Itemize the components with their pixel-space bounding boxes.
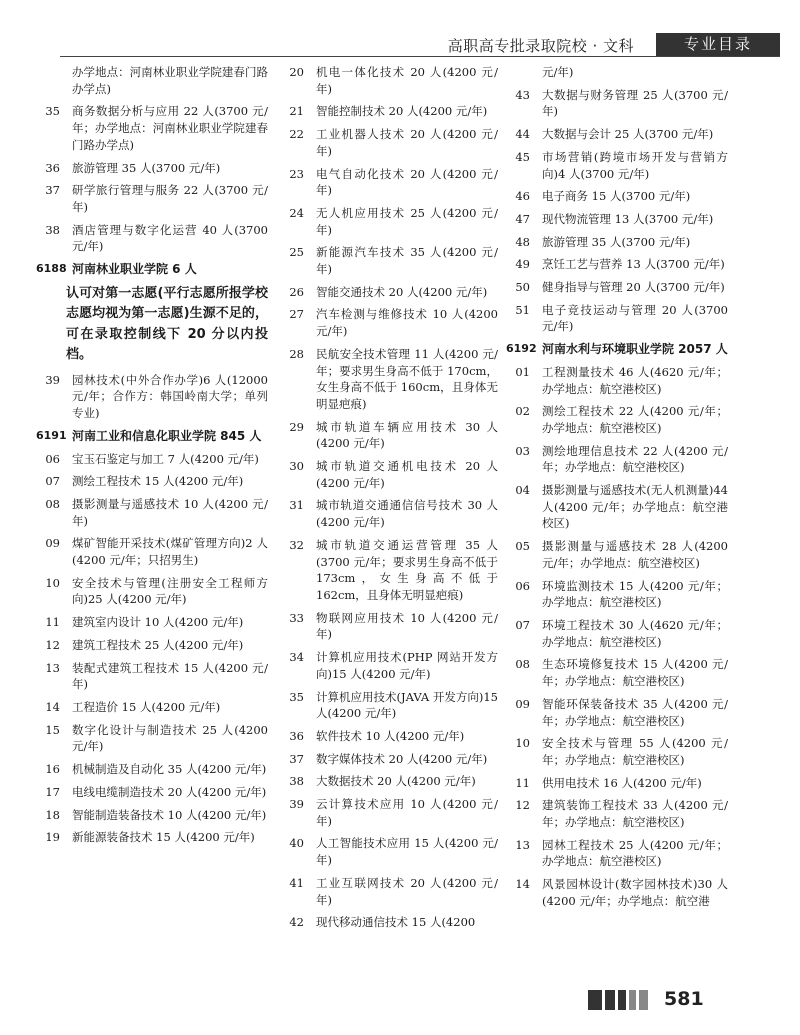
major-text: 园林工程技术 25 人(4200 元/年；办学地点：航空港校区)	[542, 837, 728, 869]
column-left	[36, 64, 268, 852]
major-code: 29	[289, 419, 304, 434]
major-text: 旅游管理 35 人(3700 元/年)	[72, 160, 221, 175]
major-code: 43	[515, 87, 530, 102]
major-entry	[506, 482, 728, 532]
major-text: 民航安全技术管理 11 人(4200 元/年；要求男生身高不低于 170cm，女生身高不低于 160cm，且身体无明显疤痕)	[316, 346, 498, 411]
major-entry	[36, 103, 268, 153]
major-code: 03	[515, 443, 530, 458]
major-text: 摄影测量与遥感技术 10 人(4200 元/年)	[72, 496, 268, 528]
major-entry	[280, 346, 498, 413]
major-entry	[36, 614, 268, 631]
header-series-title: 高职高专批录取院校 · 文科	[447, 37, 634, 55]
major-entry	[506, 364, 728, 397]
major-code: 45	[515, 149, 530, 164]
major-entry	[280, 205, 498, 238]
major-code: 15	[45, 722, 60, 737]
column-right	[506, 64, 728, 916]
major-text: 城市轨道车辆应用技术 30 人(4200 元/年)	[316, 419, 498, 451]
institution-entry	[36, 261, 268, 278]
major-entry	[506, 443, 728, 476]
major-entry	[280, 728, 498, 745]
major-text: 供用电技术 16 人(4200 元/年)	[542, 775, 702, 790]
major-code: 27	[289, 307, 304, 322]
major-text: 计算机应用技术(PHP 网站开发方向)15 人(4200 元/年)	[316, 650, 498, 681]
major-entry	[36, 222, 268, 255]
major-entry	[506, 578, 728, 611]
major-code: 23	[289, 166, 304, 181]
major-code: 37	[289, 751, 304, 766]
major-text: 测绘工程技术 15 人(4200 元/年)	[72, 474, 244, 489]
major-code: 40	[289, 836, 304, 851]
major-entry	[36, 761, 268, 778]
major-text: 环境监测技术 15 人(4200 元/年；办学地点：航空港校区)	[542, 578, 728, 610]
major-text: 电子竞技运动与管理 20 人(3700 元/年)	[542, 302, 728, 334]
major-entry	[280, 914, 498, 931]
major-entry	[280, 166, 498, 199]
major-entry	[506, 302, 728, 335]
major-code: 10	[45, 575, 60, 590]
major-text: 现代物流管理 13 人(3700 元/年)	[542, 211, 714, 226]
institution-name: 河南工业和信息化职业学院 845 人	[72, 428, 262, 443]
major-code: 09	[515, 696, 530, 711]
major-entry	[36, 829, 268, 846]
major-code: 31	[289, 498, 304, 513]
major-text: 人工智能技术应用 15 人(4200 元/年)	[316, 836, 498, 868]
major-code: 19	[45, 830, 60, 845]
major-entry	[36, 535, 268, 568]
major-entry	[280, 796, 498, 829]
major-text: 安全技术与管理 55 人(4200 元/年；办学地点：航空港校区)	[542, 736, 728, 767]
major-text: 新能源装备技术 15 人(4200 元/年)	[72, 830, 255, 845]
major-entry	[36, 699, 268, 716]
major-code: 16	[45, 762, 60, 777]
major-entry	[280, 126, 498, 159]
major-text: 电子商务 15 人(3700 元/年)	[542, 189, 691, 204]
major-entry	[280, 244, 498, 277]
major-entry	[506, 279, 728, 296]
major-code: 35	[289, 689, 304, 704]
major-code: 13	[515, 837, 530, 852]
major-code: 49	[515, 257, 530, 272]
major-code: 12	[515, 798, 530, 813]
major-code: 01	[515, 364, 530, 379]
major-code: 51	[515, 302, 530, 317]
major-text: 测绘地理信息技术 22 人(4200 元/年；办学地点：航空港校区)	[542, 443, 728, 475]
major-text: 建筑装饰工程技术 33 人(4200 元/年；办学地点：航空港校区)	[542, 798, 728, 830]
column-middle	[280, 64, 498, 937]
major-text: 数字媒体技术 20 人(4200 元/年)	[316, 751, 488, 766]
institution-entry	[506, 341, 728, 358]
major-code: 17	[45, 784, 60, 799]
major-text: 无人机应用技术 25 人(4200 元/年)	[316, 205, 498, 237]
major-entry	[280, 835, 498, 868]
major-code: 11	[45, 615, 60, 630]
major-entry	[36, 372, 268, 422]
page-header	[60, 33, 780, 57]
major-text: 大数据与财务管理 25 人(3700 元/年)	[542, 87, 728, 119]
major-entry	[506, 876, 728, 909]
major-entry	[280, 610, 498, 643]
major-text: 数字化设计与制造技术 25 人(4200 元/年)	[72, 722, 268, 754]
major-entry	[506, 211, 728, 228]
major-code: 06	[515, 578, 530, 593]
major-entry	[36, 575, 268, 608]
major-entry	[506, 735, 728, 768]
major-entry	[506, 656, 728, 689]
major-text: 健身指导与管理 20 人(3700 元/年)	[542, 280, 725, 295]
major-entry	[506, 234, 728, 251]
major-code: 12	[45, 637, 60, 652]
major-code: 10	[515, 736, 530, 751]
major-entry	[506, 837, 728, 870]
major-entry	[36, 784, 268, 801]
major-text: 机电一体化技术 20 人(4200 元/年)	[316, 65, 498, 96]
major-text: 大数据与会计 25 人(3700 元/年)	[542, 127, 714, 142]
major-text: 软件技术 10 人(4200 元/年)	[316, 728, 465, 743]
major-code: 32	[289, 537, 304, 552]
major-text: 现代移动通信技术 15 人(4200	[316, 915, 476, 930]
major-code: 36	[289, 728, 304, 743]
major-text: 办学地点：河南林业职业学院建春门路办学点)	[72, 65, 268, 96]
major-text: 风景园林设计(数字园林技术)30 人(4200 元/年；办学地点：航空港	[542, 877, 728, 908]
major-code: 06	[45, 451, 60, 466]
footer-decor-block	[605, 990, 615, 1010]
major-code: 30	[289, 459, 304, 474]
major-code: 44	[515, 127, 530, 142]
major-entry	[280, 649, 498, 682]
page-number: 581	[664, 988, 704, 1010]
major-code: 50	[515, 280, 530, 295]
major-code: 08	[45, 496, 60, 511]
major-code: 20	[289, 65, 304, 79]
major-text: 园林技术(中外合作办学)6 人(12000 元/年；合作方：韩国岭南大学；单列专业)	[72, 372, 268, 421]
header-section-badge: 专业目录	[656, 33, 780, 56]
major-entry	[506, 797, 728, 830]
major-code: 48	[515, 234, 530, 249]
major-text: 智能交通技术 20 人(4200 元/年)	[316, 284, 488, 299]
major-entry	[506, 126, 728, 143]
major-entry	[506, 256, 728, 273]
major-code: 25	[289, 245, 304, 260]
major-code: 39	[289, 797, 304, 812]
major-entry	[506, 87, 728, 120]
major-entry	[280, 284, 498, 301]
major-code: 39	[45, 372, 60, 387]
major-entry	[36, 473, 268, 490]
major-code: 35	[45, 104, 60, 119]
major-code: 46	[515, 189, 530, 204]
major-code: 21	[289, 104, 304, 119]
major-text: 新能源汽车技术 35 人(4200 元/年)	[316, 245, 498, 277]
major-code: 37	[45, 183, 60, 198]
footer-decor-block	[618, 990, 626, 1010]
major-entry	[506, 775, 728, 792]
major-code: 34	[289, 650, 304, 665]
major-code: 11	[515, 775, 530, 790]
major-text: 汽车检测与维修技术 10 人(4200 元/年)	[316, 307, 498, 339]
major-text: 智能环保装备技术 35 人(4200 元/年；办学地点：航空港校区)	[542, 696, 728, 728]
major-code: 24	[289, 205, 304, 220]
major-text: 装配式建筑工程技术 15 人(4200 元/年)	[72, 660, 268, 692]
major-text: 商务数据分析与应用 22 人(3700 元/年；办学地点：河南林业职业学院建春门路办学点)	[72, 104, 268, 152]
major-text: 工程测量技术 46 人(4620 元/年；办学地点：航空港校区)	[542, 364, 728, 396]
major-text: 电气自动化技术 20 人(4200 元/年)	[316, 166, 498, 198]
major-code: 07	[515, 617, 530, 632]
institution-name: 河南水利与环境职业学院 2057 人	[542, 342, 728, 357]
major-entry	[506, 538, 728, 571]
major-code: 14	[45, 699, 60, 714]
major-code	[506, 64, 542, 81]
major-text: 计算机应用技术(JAVA 开发方向)15 人(4200 元/年)	[316, 689, 498, 721]
major-code: 05	[515, 539, 530, 554]
major-entry	[280, 64, 498, 97]
major-text: 电线电缆制造技术 20 人(4200 元/年)	[72, 784, 267, 799]
major-code: 38	[45, 222, 60, 237]
major-text: 酒店管理与数字化运营 40 人(3700 元/年)	[72, 222, 268, 254]
major-entry	[506, 403, 728, 436]
major-text: 旅游管理 35 人(3700 元/年)	[542, 234, 691, 249]
major-entry	[506, 696, 728, 729]
major-code: 28	[289, 346, 304, 361]
major-entry	[506, 188, 728, 205]
major-entry	[280, 458, 498, 491]
major-code: 13	[45, 660, 60, 675]
major-entry	[280, 103, 498, 120]
major-entry	[36, 660, 268, 693]
major-text: 大数据技术 20 人(4200 元/年)	[316, 774, 476, 789]
institution-code: 6188	[36, 262, 67, 276]
admission-note: 认可对第一志愿(平行志愿所报学校志愿均视为第一志愿)生源不足的，可在录取控制线下 20 分以内投档。	[66, 285, 268, 363]
major-entry	[36, 64, 268, 97]
major-text: 测绘工程技术 22 人(4200 元/年；办学地点：航空港校区)	[542, 404, 728, 435]
major-code: 38	[289, 774, 304, 789]
major-text: 生态环境修复技术 15 人(4200 元/年；办学地点：航空港校区)	[542, 657, 728, 689]
major-entry	[36, 807, 268, 824]
major-entry	[280, 306, 498, 339]
major-code: 26	[289, 284, 304, 299]
major-text: 城市轨道交通机电技术 20 人(4200 元/年)	[316, 459, 498, 490]
major-code: 41	[289, 875, 304, 890]
major-code	[36, 64, 72, 97]
major-text: 工业机器人技术 20 人(4200 元/年)	[316, 127, 498, 158]
major-text: 元/年)	[542, 65, 574, 79]
major-entry	[506, 64, 728, 81]
major-text: 摄影测量与遥感技术 28 人(4200 元/年；办学地点：航空港校区)	[542, 539, 728, 570]
major-code: 04	[515, 483, 530, 498]
major-text: 机械制造及自动化 35 人(4200 元/年)	[72, 762, 267, 777]
major-entry	[280, 751, 498, 768]
major-entry	[506, 149, 728, 182]
major-entry	[280, 689, 498, 722]
major-text: 安全技术与管理(注册安全工程师方向)25 人(4200 元/年)	[72, 575, 268, 607]
major-entry	[506, 617, 728, 650]
major-entry	[36, 160, 268, 177]
major-text: 城市轨道交通通信信号技术 30 人(4200 元/年)	[316, 498, 498, 530]
institution-code: 6191	[36, 428, 67, 442]
major-code: 18	[45, 807, 60, 822]
major-code: 33	[289, 610, 304, 625]
header-rule	[60, 56, 780, 57]
major-code: 36	[45, 160, 60, 175]
major-text: 工程造价 15 人(4200 元/年)	[72, 699, 221, 714]
page-footer	[588, 990, 738, 1012]
major-entry	[280, 419, 498, 452]
major-text: 烹饪工艺与营养 13 人(3700 元/年)	[542, 257, 725, 272]
major-code: 47	[515, 211, 530, 226]
major-entry	[36, 496, 268, 529]
major-entry	[36, 722, 268, 755]
major-code: 09	[45, 536, 60, 551]
major-entry	[280, 537, 498, 604]
major-text: 摄影测量与遥感技术(无人机测量)44 人(4200 元/年；办学地点：航空港校区)	[542, 483, 728, 531]
major-code: 07	[45, 474, 60, 489]
major-entry	[36, 182, 268, 215]
major-entry	[36, 637, 268, 654]
major-text: 煤矿智能开采技术(煤矿管理方向)2 人(4200 元/年；只招男生)	[72, 536, 268, 568]
major-code: 02	[515, 404, 530, 419]
major-text: 工业互联网技术 20 人(4200 元/年)	[316, 875, 498, 907]
major-code: 08	[515, 657, 530, 672]
major-text: 云计算技术应用 10 人(4200 元/年)	[316, 797, 498, 828]
major-text: 建筑室内设计 10 人(4200 元/年)	[72, 615, 244, 630]
major-text: 环境工程技术 30 人(4620 元/年；办学地点：航空港校区)	[542, 617, 728, 649]
major-entry	[280, 497, 498, 530]
major-text: 研学旅行管理与服务 22 人(3700 元/年)	[72, 183, 268, 214]
major-entry	[36, 451, 268, 468]
major-text: 物联网应用技术 10 人(4200 元/年)	[316, 610, 498, 642]
footer-decor-block	[639, 990, 648, 1010]
footer-decor-block	[588, 990, 602, 1010]
institution-name: 河南林业职业学院 6 人	[72, 262, 197, 277]
major-entry	[280, 875, 498, 908]
major-text: 智能控制技术 20 人(4200 元/年)	[316, 104, 488, 119]
institution-code: 6192	[506, 342, 537, 356]
institution-entry	[36, 428, 268, 445]
major-text: 市场营销(跨境市场开发与营销方向)4 人(3700 元/年)	[542, 149, 728, 181]
major-code: 42	[289, 915, 304, 930]
major-entry	[280, 773, 498, 790]
major-code: 22	[289, 127, 304, 142]
major-code: 14	[515, 877, 530, 892]
major-text: 智能制造装备技术 10 人(4200 元/年)	[72, 807, 267, 822]
major-text: 城市轨道交通运营管理 35 人(3700 元/年；要求男生身高不低于 173cm，女生身高不低于 162cm，且身体无明显疤痕)	[316, 537, 498, 602]
major-text: 建筑工程技术 25 人(4200 元/年)	[72, 637, 244, 652]
footer-decor-block	[629, 990, 636, 1010]
major-text: 宝玉石鉴定与加工 7 人(4200 元/年)	[72, 451, 259, 466]
